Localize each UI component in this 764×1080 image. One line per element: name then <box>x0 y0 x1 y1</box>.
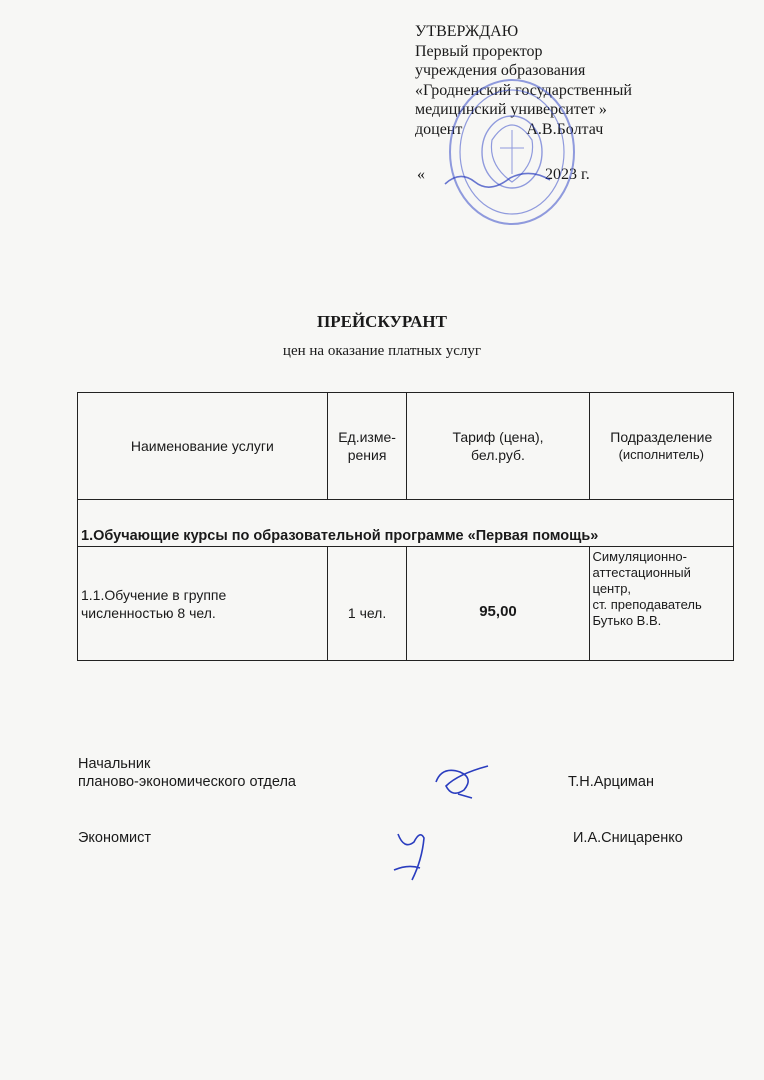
header-price-line: Тариф (цена), <box>452 429 544 445</box>
header-division-line: Подразделение <box>610 429 713 445</box>
header-unit-line: рения <box>347 447 387 463</box>
header-unit <box>327 393 407 500</box>
position-line: планово-экономического отдела <box>78 774 296 790</box>
table-row <box>78 547 734 661</box>
date-handwriting <box>440 160 560 196</box>
header-division <box>589 393 733 500</box>
approval-line: медицинский университет » <box>415 101 607 118</box>
approval-line: учреждения образования <box>415 62 586 79</box>
signature-name: И.А.Сницаренко <box>573 830 683 846</box>
price-table <box>77 392 734 661</box>
header-unit-line: Ед.изме- <box>338 429 396 445</box>
signature-name: Т.Н.Арциман <box>568 774 654 790</box>
service-name-line: 1.1.Обучение в группе <box>81 586 227 603</box>
division-line: ст. преподаватель <box>592 597 702 612</box>
approval-line: доцент А.В.Болтач <box>415 120 604 138</box>
approval-line: «Гродненский государственный <box>415 81 632 99</box>
cell-service-name <box>78 547 328 661</box>
service-name-line: численностью 8 чел. <box>81 604 216 621</box>
table-header-row <box>78 393 734 500</box>
signature-position <box>78 755 296 791</box>
cell-division <box>589 547 733 661</box>
signature-position <box>78 829 151 847</box>
division-line: Симуляционно- <box>592 549 687 564</box>
table-section-row <box>78 500 734 547</box>
cell-unit: 1 чел. <box>327 547 407 661</box>
document-title: ПРЕЙСКУРАНТ <box>317 312 447 331</box>
position-line: Начальник <box>78 756 151 772</box>
university-seal-stamp <box>440 70 580 230</box>
section-title: 1.Обучающие курсы по образовательной программе «Первая помощь» <box>78 500 734 547</box>
header-service-name: Наименование услуги <box>78 393 328 500</box>
date-open-quote: « <box>417 166 425 183</box>
division-line: аттестационный <box>592 565 691 580</box>
cell-price: 95,00 <box>407 547 589 661</box>
header-division-line: (исполнитель) <box>618 447 704 462</box>
handwritten-signature <box>428 760 498 802</box>
document-subtitle: цен на оказание платных услуг <box>282 343 482 359</box>
division-line: центр, <box>592 581 632 596</box>
approval-line: Первый проректор <box>415 42 543 60</box>
date-year: 2023 г. <box>545 166 590 183</box>
position-line: Экономист <box>78 830 152 846</box>
approval-line: УТВЕРЖДАЮ <box>415 23 519 40</box>
header-price <box>407 393 589 500</box>
header-price-line: бел.руб. <box>471 447 525 463</box>
handwritten-signature <box>384 820 444 886</box>
division-line: Бутько В.В. <box>592 613 662 628</box>
